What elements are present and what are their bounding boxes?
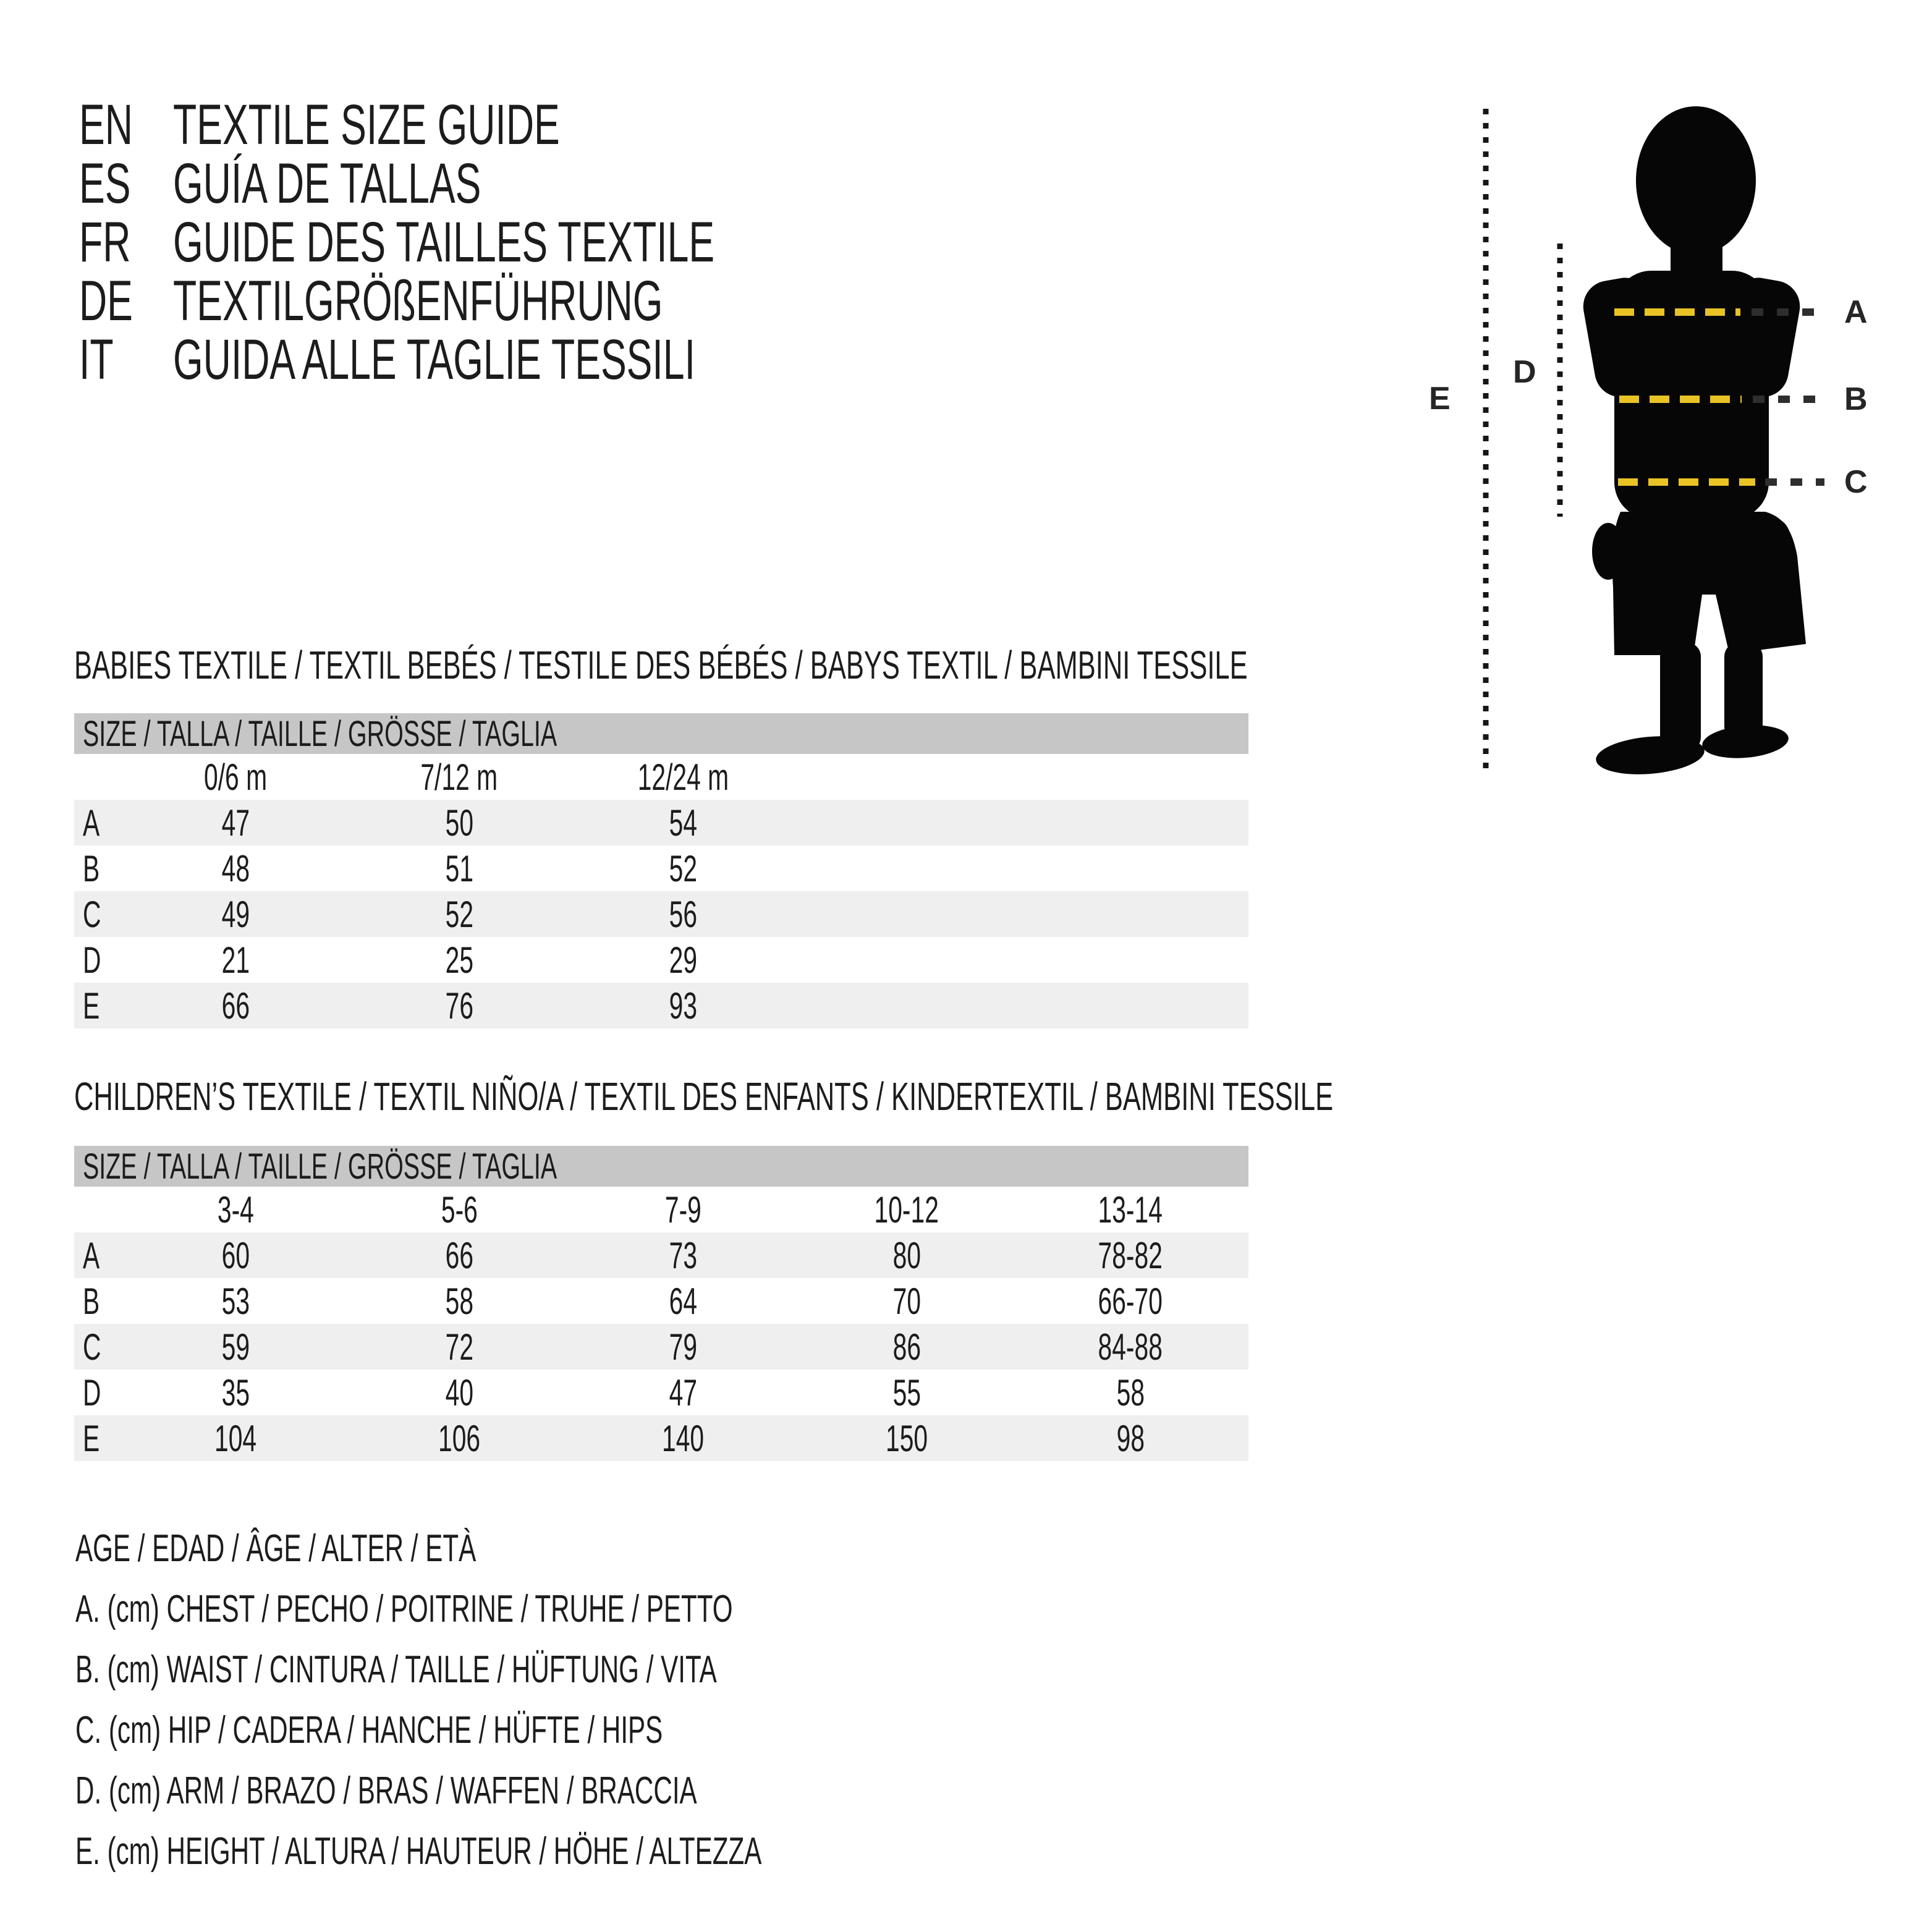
- value-cell: [571, 1371, 795, 1414]
- value-cell: [795, 1234, 1019, 1277]
- value-cell: [347, 893, 571, 936]
- value-text: 47: [669, 1371, 697, 1413]
- column-header-text: 10-12: [874, 1188, 939, 1231]
- children-size-table: [74, 1146, 1248, 1461]
- children-row-D: [74, 1370, 1248, 1415]
- value-text: 40: [445, 1371, 473, 1413]
- value-text: 29: [669, 939, 697, 981]
- value-cell: [1019, 1417, 1242, 1460]
- children-row-A: [74, 1232, 1248, 1278]
- babies-size-header-bar: [74, 713, 1248, 754]
- row-label-text: C: [83, 1326, 101, 1368]
- column-header-text: 0/6 m: [203, 756, 268, 798]
- babies-size-table: [74, 713, 1248, 1028]
- value-text: 66: [445, 1234, 473, 1276]
- row-label: [74, 1417, 124, 1460]
- value-text: 93: [669, 985, 697, 1027]
- value-text: 56: [669, 893, 697, 935]
- value-text: 78-82: [1098, 1234, 1163, 1276]
- babies-row-A: [74, 800, 1248, 845]
- children-column-header-row: [74, 1187, 1248, 1232]
- value-cell: [571, 1280, 795, 1323]
- language-title: GUIDE DES TAILLES TEXTILE: [173, 211, 715, 274]
- language-title: TEXTILE SIZE GUIDE: [173, 93, 560, 156]
- value-cell: [795, 1371, 1019, 1414]
- column-header-text: 7-9: [664, 1188, 701, 1231]
- value-cell: [571, 1417, 795, 1460]
- legend-line-0: [75, 1518, 1311, 1578]
- value-cell: [347, 939, 571, 981]
- row-label: [74, 1326, 124, 1368]
- value-cell: [124, 1371, 347, 1414]
- value-cell: [124, 1280, 347, 1323]
- legend-line-1: [75, 1578, 1311, 1639]
- value-cell: [347, 1326, 571, 1368]
- value-text: 104: [214, 1417, 257, 1459]
- babies-section-title: [74, 643, 1800, 687]
- value-cell: [571, 1326, 795, 1368]
- value-text: 47: [221, 802, 250, 844]
- babies-section-title-text: BABIES TEXTILE / TEXTIL BEBÉS / TESTILE DES BÉBÉS / BABYS TEXTIL / BAMBINI TESSILE: [74, 643, 1248, 687]
- column-header-4: [1019, 1188, 1242, 1231]
- language-code: DE: [79, 269, 133, 333]
- value-cell: [571, 893, 795, 936]
- measurement-legend: [75, 1518, 1311, 1881]
- value-cell: [571, 802, 795, 844]
- value-cell: [124, 985, 347, 1027]
- column-header-text: 3-4: [217, 1188, 254, 1231]
- column-header-1: [347, 1188, 571, 1231]
- value-cell: [347, 1417, 571, 1460]
- size-header-text: SIZE / TALLA / TAILLE / GRÖSSE / TAGLIA: [83, 713, 557, 754]
- size-header-text: SIZE / TALLA / TAILLE / GRÖSSE / TAGLIA: [83, 1146, 557, 1187]
- column-header-0: [124, 1188, 347, 1231]
- column-header-text: 7/12 m: [420, 756, 498, 798]
- legend-line-3: [75, 1700, 1311, 1760]
- value-text: 35: [221, 1371, 250, 1413]
- legend-line-text: B. (cm) WAIST / CINTURA / TAILLE / HÜFTUNG / VITA: [75, 1648, 717, 1691]
- value-cell: [795, 1417, 1019, 1460]
- value-cell: [347, 1234, 571, 1277]
- value-text: 79: [669, 1326, 697, 1368]
- value-cell: [124, 802, 347, 844]
- value-cell: [347, 1371, 571, 1414]
- value-text: 84-88: [1098, 1326, 1163, 1368]
- value-cell: [124, 939, 347, 981]
- row-label-text: A: [83, 1234, 100, 1276]
- language-title: GUIDA ALLE TAGLIE TESSILI: [173, 328, 695, 391]
- row-label-text: A: [83, 802, 100, 844]
- row-label: [74, 847, 124, 890]
- value-cell: [347, 1280, 571, 1323]
- row-label-text: D: [83, 1371, 101, 1413]
- row-label-text: E: [83, 1417, 100, 1459]
- value-cell: [347, 985, 571, 1027]
- babies-row-E: [74, 983, 1248, 1028]
- language-title: GUÍA DE TALLAS: [173, 152, 481, 215]
- column-header-text: 5-6: [441, 1188, 478, 1231]
- column-header-0: [124, 756, 347, 799]
- value-text: 59: [221, 1326, 250, 1368]
- value-text: 70: [892, 1280, 921, 1322]
- value-cell: [795, 1326, 1019, 1368]
- value-text: 98: [1116, 1417, 1145, 1459]
- value-cell: [124, 1417, 347, 1460]
- legend-line-text: D. (cm) ARM / BRAZO / BRAS / WAFFEN / BRACCIA: [75, 1769, 697, 1812]
- value-cell: [347, 847, 571, 890]
- figure-label-height: E: [1429, 381, 1451, 417]
- legend-line-4: [75, 1760, 1311, 1821]
- value-cell: [124, 847, 347, 890]
- figure-label-arm: D: [1513, 354, 1536, 390]
- silhouette-right-shoe: [1701, 722, 1790, 761]
- value-cell: [1019, 1326, 1242, 1368]
- value-text: 48: [221, 847, 250, 889]
- babies-column-header-row: [74, 754, 1248, 800]
- value-text: 58: [1116, 1371, 1145, 1413]
- children-size-header-bar: [74, 1146, 1248, 1187]
- value-text: 72: [445, 1326, 473, 1368]
- value-cell: [1019, 1280, 1242, 1323]
- value-text: 54: [669, 802, 697, 844]
- column-header-text: 12/24 m: [637, 756, 729, 798]
- children-section-title: [74, 1074, 1926, 1119]
- value-text: 25: [445, 939, 473, 981]
- row-label-text: D: [83, 939, 101, 981]
- row-label-text: B: [83, 1280, 100, 1322]
- column-header-text: 13-14: [1098, 1188, 1163, 1231]
- value-text: 53: [221, 1280, 250, 1322]
- figure-label-waist: B: [1844, 381, 1868, 417]
- figure-label-chest: A: [1844, 294, 1868, 330]
- value-cell: [571, 985, 795, 1027]
- legend-line-text: A. (cm) CHEST / PECHO / POITRINE / TRUHE / PETTO: [75, 1587, 733, 1630]
- language-code: IT: [79, 328, 114, 391]
- language-code: ES: [79, 152, 131, 215]
- value-cell: [571, 939, 795, 981]
- babies-row-B: [74, 845, 1248, 891]
- value-text: 52: [445, 893, 473, 935]
- figure-label-hip: C: [1844, 464, 1868, 500]
- column-header-1: [347, 756, 571, 799]
- value-text: 66: [221, 985, 250, 1027]
- legend-line-2: [75, 1639, 1311, 1700]
- value-cell: [1019, 1234, 1242, 1277]
- row-label-text: E: [83, 985, 100, 1027]
- value-text: 76: [445, 985, 473, 1027]
- row-label: [74, 802, 124, 844]
- legend-line-text: E. (cm) HEIGHT / ALTURA / HAUTEUR / HÖHE / ALTEZZA: [75, 1829, 762, 1873]
- value-cell: [347, 802, 571, 844]
- value-cell: [124, 893, 347, 936]
- value-text: 58: [445, 1280, 473, 1322]
- row-label: [74, 893, 124, 936]
- value-text: 73: [669, 1234, 697, 1276]
- children-section-title-text: CHILDREN’S TEXTILE / TEXTIL NIÑO/A / TEXTIL DES ENFANTS / KINDERTEXTIL / BAMBINI TESSILE: [74, 1074, 1334, 1119]
- value-text: 51: [445, 847, 473, 889]
- row-label: [74, 1280, 124, 1323]
- legend-line-5: [75, 1821, 1311, 1881]
- column-header-3: [795, 1188, 1019, 1231]
- children-row-B: [74, 1278, 1248, 1324]
- value-text: 50: [445, 802, 473, 844]
- language-code: FR: [79, 211, 131, 274]
- value-text: 140: [661, 1417, 705, 1459]
- value-cell: [124, 1234, 347, 1277]
- value-cell: [795, 1280, 1019, 1323]
- value-cell: [124, 1326, 347, 1368]
- column-header-2: [571, 1188, 795, 1231]
- row-label-text: C: [83, 893, 101, 935]
- row-label: [74, 1371, 124, 1414]
- babies-row-C: [74, 891, 1248, 937]
- row-label: [74, 985, 124, 1027]
- children-row-E: [74, 1415, 1248, 1461]
- silhouette-shorts: [1612, 512, 1807, 655]
- children-row-C: [74, 1324, 1248, 1370]
- language-code: EN: [79, 93, 133, 156]
- value-text: 106: [438, 1417, 481, 1459]
- language-title: TEXTILGRÖßENFÜHRUNG: [173, 269, 663, 333]
- value-cell: [1019, 1371, 1242, 1414]
- value-text: 60: [221, 1234, 250, 1276]
- value-text: 80: [892, 1234, 921, 1276]
- column-header-2: [571, 756, 795, 799]
- legend-line-text: AGE / EDAD / ÂGE / ALTER / ETÀ: [75, 1527, 477, 1570]
- value-text: 21: [221, 939, 250, 981]
- value-text: 66-70: [1098, 1280, 1163, 1322]
- value-text: 55: [892, 1371, 921, 1413]
- legend-line-text: C. (cm) HIP / CADERA / HANCHE / HÜFTE / HIPS: [75, 1708, 663, 1752]
- value-text: 150: [885, 1417, 928, 1459]
- row-label: [74, 939, 124, 981]
- row-label: [74, 1234, 124, 1277]
- value-cell: [571, 1234, 795, 1277]
- babies-row-D: [74, 937, 1248, 983]
- value-cell: [571, 847, 795, 890]
- row-label-text: B: [83, 847, 100, 889]
- value-text: 86: [892, 1326, 921, 1368]
- value-text: 49: [221, 893, 250, 935]
- value-text: 52: [669, 847, 697, 889]
- value-text: 64: [669, 1280, 697, 1322]
